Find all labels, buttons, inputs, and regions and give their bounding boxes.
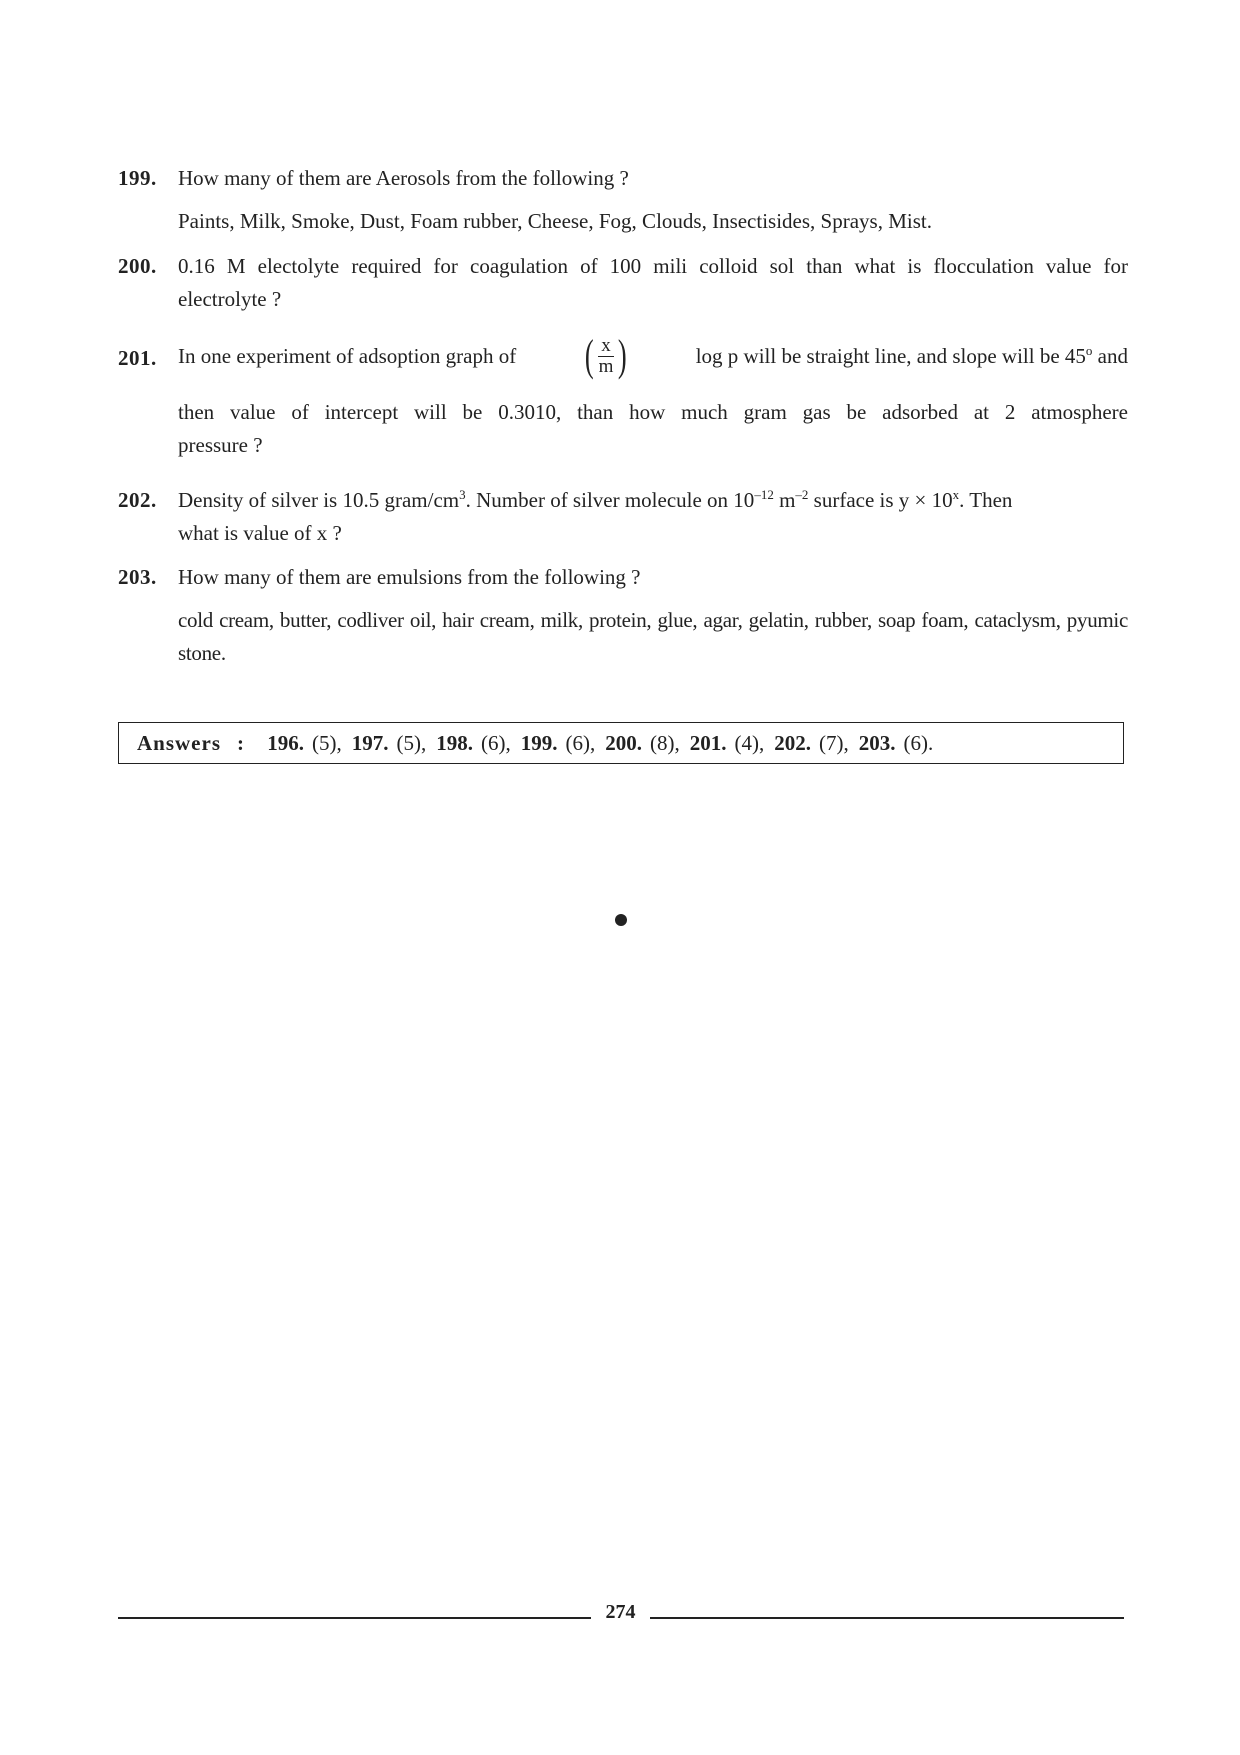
question-text-pre: In one experiment of adsoption graph of bbox=[178, 343, 517, 368]
question-number: 203. bbox=[118, 565, 157, 589]
question-text-line: what is value of x ? bbox=[178, 521, 342, 545]
answers-list bbox=[267, 731, 943, 755]
answer-item bbox=[267, 731, 342, 755]
answer-item bbox=[436, 731, 511, 755]
question-203 bbox=[118, 561, 1128, 670]
answer-value: (6). bbox=[903, 731, 934, 755]
question-201 bbox=[118, 331, 1128, 462]
question-number: 201. bbox=[118, 346, 157, 370]
page-number: 274 bbox=[605, 1601, 636, 1623]
footer-rule-left bbox=[118, 1617, 591, 1619]
question-202 bbox=[118, 484, 1128, 550]
question-text: How many of them are emulsions from the following ? bbox=[178, 565, 641, 589]
answer-question-number: 198. bbox=[436, 731, 473, 755]
answer-value: (4), bbox=[734, 731, 765, 755]
answer-value: (5), bbox=[312, 731, 342, 755]
question-text-line: electrolyte ? bbox=[178, 287, 282, 311]
answers-label: Answers bbox=[137, 731, 221, 755]
answer-value: (5), bbox=[396, 731, 427, 755]
question-options-line: pyumic stone. bbox=[178, 608, 1128, 665]
answer-item bbox=[690, 731, 765, 755]
answer-value: (7), bbox=[819, 731, 849, 755]
answer-value: (6), bbox=[481, 731, 511, 755]
answer-item bbox=[521, 731, 596, 755]
question-options: Paints, Milk, Smoke, Dust, Foam rubber, Cheese, Fog, Clouds, Insectisides, Sprays, Mist. bbox=[178, 209, 932, 233]
question-number: 202. bbox=[118, 488, 157, 512]
answer-question-number: 201. bbox=[689, 731, 727, 755]
answer-item bbox=[774, 731, 849, 755]
question-number: 200. bbox=[118, 254, 157, 278]
bullet-dot-icon bbox=[615, 914, 627, 926]
answer-question-number: 197. bbox=[351, 731, 389, 755]
question-text-line: In one experiment of adsoption graph of ( $\frac{x}{m}$ ) log p will be straight line, and slope will be 45$^o$ and bbox=[178, 331, 1128, 380]
fraction-denominator: m bbox=[598, 355, 614, 377]
answer-question-number: 200. bbox=[605, 731, 642, 755]
question-text-line: then value of intercept will be 0.3010, than how much gram gas be adsorbed at 2 atmosphere bbox=[178, 400, 1128, 424]
answer-question-number: 203. bbox=[858, 731, 896, 755]
answer-value: (6), bbox=[565, 731, 596, 755]
question-text: How many of them are Aerosols from the following ? bbox=[178, 166, 629, 190]
question-text-line: Density of silver is 10.5 gram/$cm^3$. Number of silver molecule on $10^{-12}$ $m^{-2}$ surface is $y \times 10^x$. Then bbox=[178, 487, 1013, 512]
degree-sign: o bbox=[1085, 342, 1093, 358]
answer-item bbox=[605, 731, 680, 755]
answer-item bbox=[859, 731, 934, 755]
answer-item bbox=[352, 731, 427, 755]
question-options-line: cold cream, butter, codliver oil, hair cream, milk, protein, glue, agar, gelatin, rubber, soap foam, cataclysm, bbox=[178, 608, 1061, 632]
question-text-post: log p will be straight line, and slope will be 45 bbox=[695, 343, 1086, 368]
answers-box: Answers : 196. (5), 197. (5), 198. (6), 199. (6), 200. (8), 201. (4), 202. (7), 203. (6). bbox=[118, 722, 1124, 764]
question-number: 199. bbox=[118, 166, 157, 190]
question-199 bbox=[118, 162, 1128, 238]
question-text-line: pressure ? bbox=[178, 433, 263, 457]
question-200 bbox=[118, 250, 1128, 316]
answer-question-number: 196. bbox=[267, 731, 304, 755]
answer-value: (8), bbox=[650, 731, 680, 755]
fraction-numerator: x bbox=[598, 336, 614, 357]
question-text-line: 0.16 M electolyte required for coagulation of 100 mili colloid sol than what is flocculation value for bbox=[178, 254, 1128, 278]
footer-rule-right bbox=[650, 1617, 1124, 1619]
fraction-x-over-m: ( $\frac{x}{m}$ ) bbox=[584, 331, 628, 380]
answer-question-number: 202. bbox=[774, 731, 811, 755]
answer-question-number: 199. bbox=[520, 731, 558, 755]
